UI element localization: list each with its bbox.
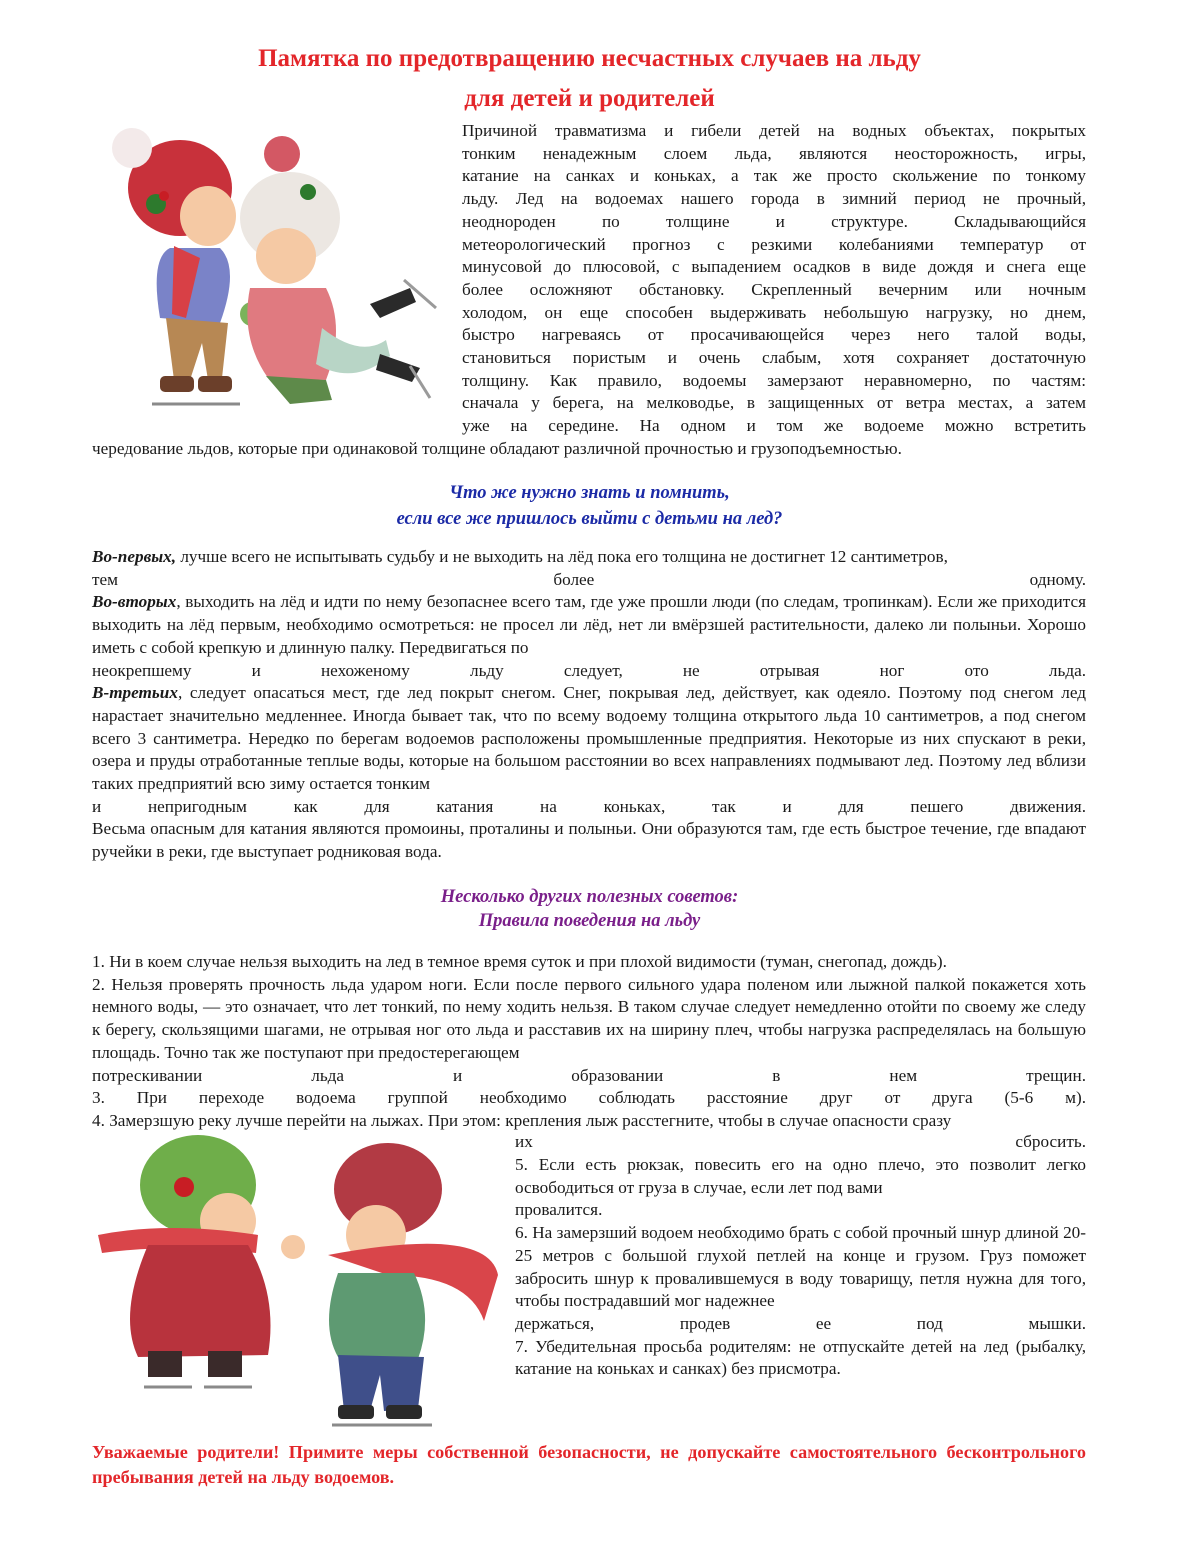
- intro-line: метеорологический прогноз с резкими колебаниями температур от: [462, 234, 1086, 254]
- paragraph-second-text: , выходить на лёд и идти по нему безопаснее всего там, где уже прошли люди (по следам, тропинкам). Если же приходится выходить на лёд первым, необходимо осмотреться: не просел ли лёд, нет ли вмёрзшей растительности, далеко ли полыньи. Хорошо иметь с собой крепкую и длинную палку. Передвигаться по: [92, 592, 1086, 657]
- children-holding-hands-illustration: [88, 1125, 508, 1435]
- intro-line: уже на середине. На одном и том же водоеме можно встретить: [462, 416, 1086, 436]
- subheading-1-line2: если все же пришлось выйти с детьми на лед?: [396, 509, 783, 529]
- rule-4-last-line: их сбросить.: [515, 1132, 1086, 1151]
- rule-5: 5. Если есть рюкзак, повесить его на одно плечо, это позволит легко освободиться от груза в случае, если лет под вами: [515, 1155, 1086, 1197]
- intro-line: тонким ненадежным слоем льда, являются неосторожность, игры,: [462, 143, 1086, 163]
- paragraph-third-lead: В-третьих: [92, 683, 178, 703]
- paragraph-third-text: , следует опасаться мест, где лед покрыт снегом. Снег, покрывая лед, действует, как одеяло. Поэтому под снегом лед нарастает значительно медленнее. Иногда бывает так, что по всему водоему толщина открытого льда 10 сантиметров, а под снегом всего 3 сантиметра. Нередко по берегам водоемов расположены промышленные предприятия. Некоторые из них спускают в реки, озера и пруды отработанные теплые воды, которые на большом расстоянии во всех направлениях подмывают лед. Поэтому лед вблизи таких предприятий всю зиму остается тонким: [92, 683, 1086, 794]
- rule-7: 7. Убедительная просьба родителям: не отпускайте детей на лед (рыбалку, катание на коньках и санках) без присмотра.: [515, 1336, 1086, 1379]
- intro-line: Причиной травматизма и гибели детей на водных объектах, покрытых: [462, 121, 1086, 140]
- subheading-2-line2: Правила поведения на льду: [478, 911, 701, 931]
- rules-list: [92, 951, 1086, 1133]
- final-note: Уважаемые родители! Примите меры собственной безопасности, не допускайте самостоятельного бесконтрольного пребывания детей на льду водоемов.: [92, 1442, 1086, 1487]
- subheading-2-line1: Несколько других полезных советов:: [440, 887, 739, 907]
- rule-5-last-line: провалится.: [515, 1200, 603, 1220]
- paragraph-third-last-line: и непригодным как для катания на коньках, так и для пешего движения.: [92, 796, 1086, 816]
- paragraph-first-last-line: тем более одному.: [92, 569, 1086, 589]
- intro-paragraph: [462, 120, 1086, 438]
- intro-line: более осложняют обстановку. Скрепленный вечерним или ночным: [462, 279, 1086, 299]
- intro-line: сначала у берега, на мелководье, в защищенных от ветра местах, а затем: [462, 393, 1086, 413]
- rule-2-last-line: потрескивании льда и образовании в нем трещин.: [92, 1065, 1086, 1085]
- rules-list-continued: [515, 1154, 1086, 1381]
- document-title-line1: Памятка по предотвращению несчастных случаев на льду: [258, 45, 921, 72]
- rule-1: 1. Ни в коем случае нельзя выходить на лед в темное время суток и при плохой видимости (туман, снегопад, дождь).: [92, 952, 947, 971]
- paragraph-second-lead: Во-вторых: [92, 592, 177, 612]
- paragraph-second-last-line: неокрепшему и нехоженому льду следует, не отрывая ног ото льда.: [92, 660, 1086, 680]
- document-title-line2: для детей и родителей: [464, 85, 715, 112]
- paragraph-first-lead: Во-первых,: [92, 547, 177, 566]
- intro-line: катание на санках и коньках, а так же просто скольжение по тонкому: [462, 166, 1086, 186]
- rule-6: 6. На замерзший водоем необходимо брать с собой прочный шнур длиной 20-25 метров с большой глухой петлей на конце и грузом. Груз поможет забросить шнур к провалившемуся в воду товарищу, петля нужна для того, чтобы пострадавший мог надежнее: [515, 1223, 1086, 1311]
- intro-line: толщину. Как правило, водоемы замерзают неравномерно, по частям:: [462, 370, 1086, 390]
- intro-line: становиться пористым и очень слабым, хотя сохраняет достаточную: [462, 348, 1086, 368]
- rule-2: 2. Нельзя проверять прочность льда ударом ноги. Если после первого сильного удара поленом или лыжной палкой покажется хоть немного воды, — это означает, что лет тонкий, по нему ходить нельзя. В таком случае следует немедленно отойти по своему же следу к берегу, скользящими шагами, не отрывая ног ото льда и расставив их на ширину плеч, чтобы нагрузка распределялась на большую площадь. Точно так же поступают при предостерегающем: [92, 974, 1086, 1062]
- intro-last-line: чередование льдов, которые при одинаковой толщине обладают различной прочностью и грузоподъемностью.: [92, 439, 902, 458]
- intro-line: льду. Лед на водоемах нашего города в зимний период не прочный,: [462, 189, 1086, 209]
- section-1-body: [92, 546, 1086, 864]
- children-skating-illustration: [90, 118, 450, 438]
- intro-line: минусовой до плюсовой, с выпадением осадков в виде дождя и снега еще: [462, 257, 1086, 277]
- intro-line: холодом, он еще способен выдерживать небольшую нагрузку, но днем,: [462, 302, 1086, 322]
- rule-3: 3. При переходе водоема группой необходимо соблюдать расстояние друг от друга (5-6 м).: [92, 1088, 1086, 1108]
- paragraph-second: [92, 591, 1086, 659]
- intro-line: быстро нагреваясь от просачивающейся через него талой воды,: [462, 325, 1086, 345]
- subheading-1-line1: Что же нужно знать и помнить,: [449, 483, 730, 503]
- intro-line: неоднороден по толщине и структуре. Складывающийся: [462, 211, 1086, 231]
- paragraph-first: [92, 546, 1086, 569]
- rule-6-last-line: держаться, продев ее под мышки.: [515, 1313, 1086, 1333]
- rule-4: 4. Замерзшую реку лучше перейти на лыжах. При этом: крепления лыж расстегните, чтобы в случае опасности сразу: [92, 1110, 952, 1130]
- paragraph-third: [92, 682, 1086, 796]
- paragraph-fourth: Весьма опасным для катания являются промоины, проталины и полыньи. Они образуются там, где есть быстрое течение, где впадают ручейки в реки, где выступает родниковая вода.: [92, 819, 1086, 862]
- paragraph-first-text: лучше всего не испытывать судьбу и не выходить на лёд пока его толщина не достигнет 12 сантиметров,: [176, 547, 948, 566]
